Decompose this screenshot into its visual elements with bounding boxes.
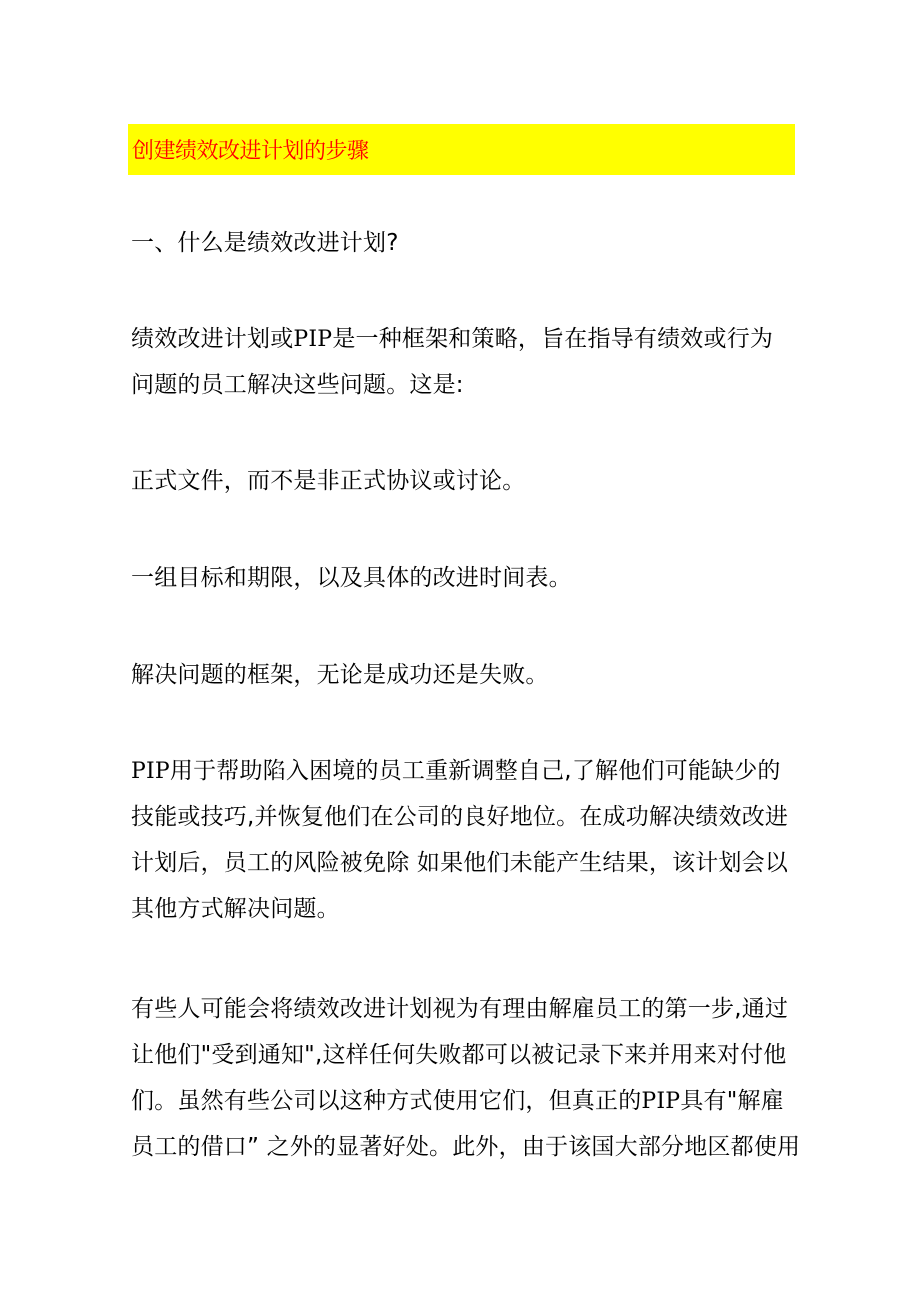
paragraph-2 — [131, 458, 797, 504]
section-heading: 一、什么是绩效改进计划? — [131, 230, 399, 256]
paragraph-5 — [131, 748, 797, 932]
paragraph-line: 正式文件，而不是非正式协议或讨论。 — [131, 468, 526, 494]
paragraph-4 — [131, 652, 797, 698]
paragraph-line: 让他们"受到通知",这样任何失败都可以被记录下来并用来对付他 — [131, 1042, 787, 1068]
document-title: 创建绩效改进计划的步骤 — [132, 139, 369, 164]
paragraph-line: 其他方式解决问题。 — [131, 896, 340, 922]
paragraph-6 — [131, 986, 801, 1170]
paragraph-3 — [131, 555, 797, 601]
document-title-highlight — [128, 124, 795, 175]
paragraph-line: 绩效改进计划或PIP是一种框架和策略，旨在指导有绩效或行为 — [131, 326, 774, 352]
paragraph-line: 问题的员工解决这些问题。这是: — [131, 372, 464, 398]
paragraph-line: 解决问题的框架，无论是成功还是失败。 — [131, 662, 549, 688]
paragraph-line: 计划后，员工的风险被免除 如果他们未能产生结果，该计划会以 — [131, 850, 789, 876]
paragraph-line: 一组目标和期限，以及具体的改进时间表。 — [131, 565, 572, 591]
paragraph-1 — [131, 316, 797, 408]
paragraph-line: 们。虽然有些公司以这种方式使用它们，但真正的PIP具有"解雇 — [131, 1088, 784, 1114]
paragraph-line: PIP用于帮助陷入困境的员工重新调整自己,了解他们可能缺少的 — [131, 758, 781, 784]
paragraph-line: 技能或技巧,并恢复他们在公司的良好地位。在成功解决绩效改进 — [131, 804, 789, 830]
paragraph-line: 有些人可能会将绩效改进计划视为有理由解雇员工的第一步,通过 — [131, 996, 789, 1022]
paragraph-line: 员工的借口” 之外的显著好处。此外，由于该国大部分地区都使用 — [131, 1134, 801, 1160]
section-heading-block — [131, 220, 797, 266]
